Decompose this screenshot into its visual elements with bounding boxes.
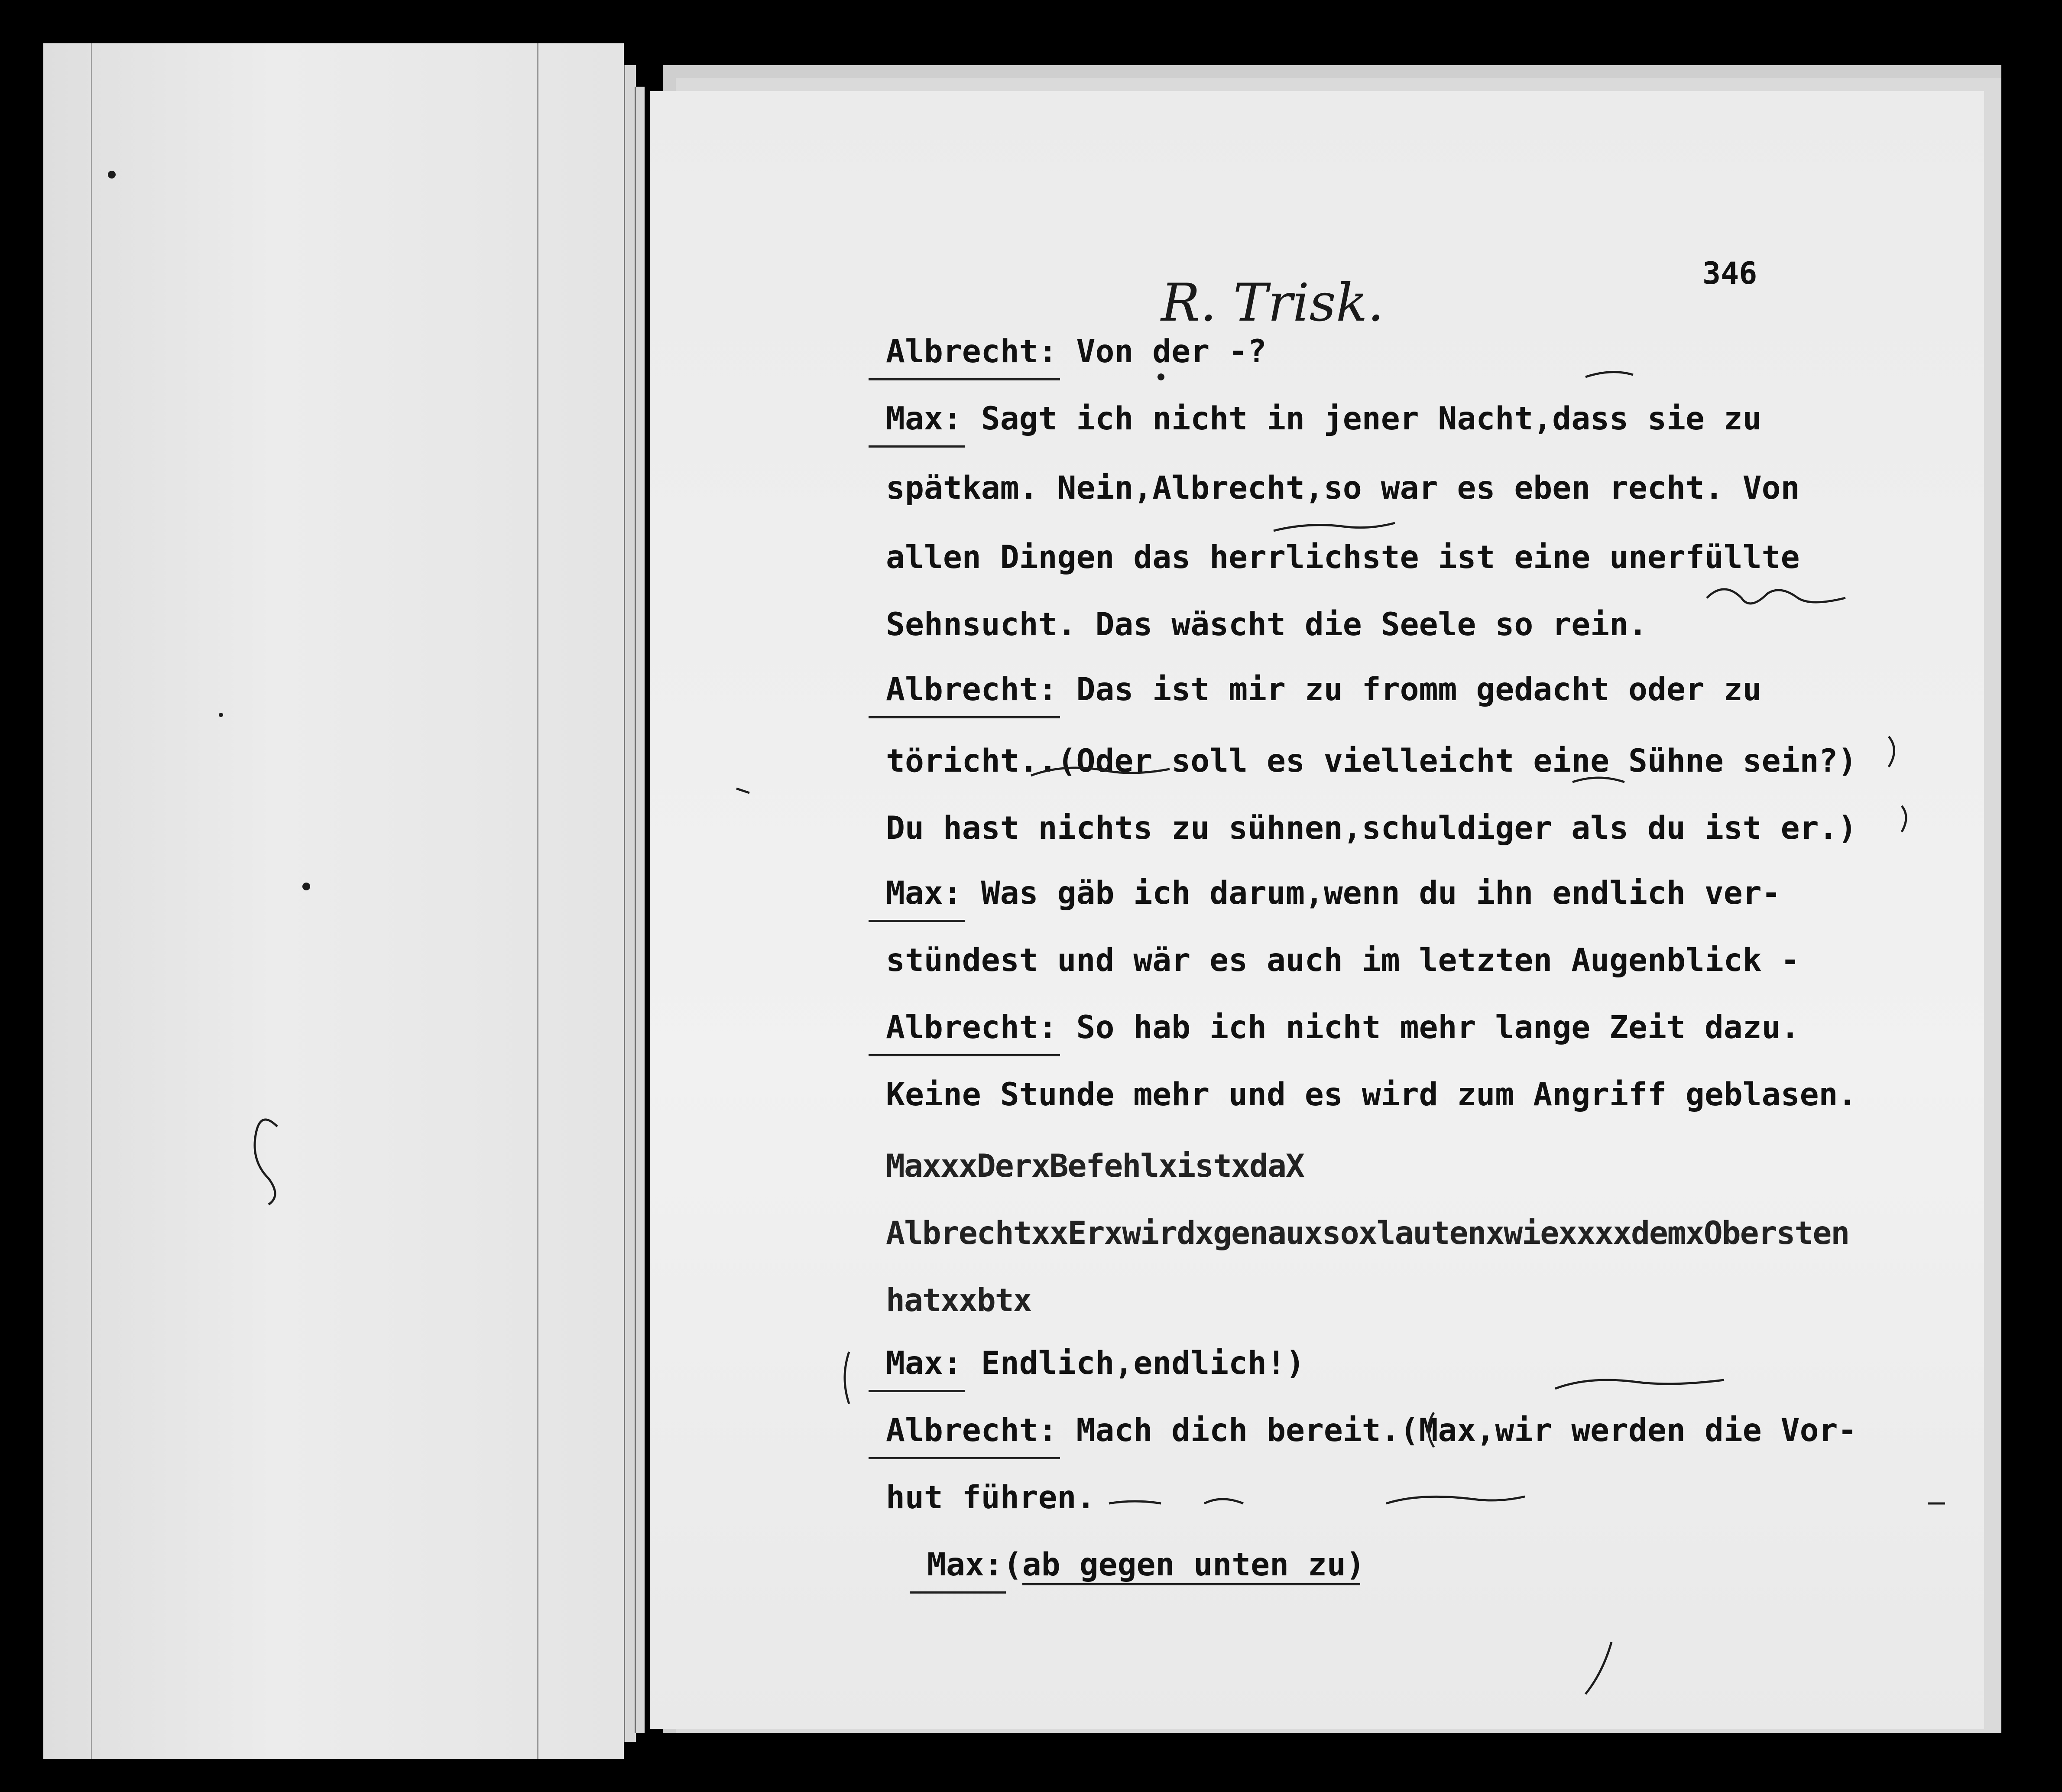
struck-text: MaxxxDerxBefehlxistxdaX — [886, 1148, 1304, 1185]
speaker-label: Albrecht: — [886, 1412, 1057, 1449]
line-text: Du hast nichts zu sühnen,schuldiger als du ist er.) — [886, 810, 1857, 847]
speaker-label: Max: — [927, 1546, 1003, 1583]
line-text: stündest und wär es auch im letzten Augenblick - — [886, 942, 1800, 979]
pen-stroke — [255, 1120, 277, 1204]
handwritten-stage-note — [1109, 1497, 1945, 1503]
pen-stroke — [736, 789, 749, 793]
pen-stroke — [1585, 1642, 1611, 1694]
margin-bracket — [1429, 1412, 1434, 1447]
line-text: Sagt ich nicht in jener Nacht,dass sie zu — [962, 400, 1762, 437]
handwritten-note-top: R. Trisk. — [1161, 273, 1384, 333]
line-text: So hab ich nicht mehr lange Zeit dazu. — [1057, 1009, 1800, 1046]
line-text: Mach dich bereit.(Max,wir werden die Vor- — [1057, 1412, 1857, 1449]
stage-direction-underline — [1022, 1583, 1360, 1585]
interlinear-note — [1572, 778, 1624, 782]
line-text: Von der -? — [1057, 333, 1267, 370]
speaker-label: Albrecht: — [886, 671, 1057, 708]
line-text: Was gäb ich darum,wenn du ihn endlich ver- — [962, 875, 1781, 912]
speaker-label: Albrecht: — [886, 1009, 1057, 1046]
line-text: (ab gegen unten zu) — [1003, 1546, 1365, 1583]
speaker-label: Max: — [886, 400, 962, 437]
interlinear-note — [1031, 768, 1170, 776]
line-text: Sehnsucht. Das wäscht die Seele so rein. — [886, 606, 1647, 643]
interlinear-note — [1555, 1380, 1724, 1389]
struck-text: hatxxbtx — [886, 1282, 1031, 1319]
margin-bracket — [845, 1352, 849, 1404]
page-number: 346 — [1702, 256, 1757, 291]
line-text: töricht..(Oder soll es vielleicht eine Sühne sein?) — [886, 743, 1857, 779]
interlinear-note — [1274, 523, 1395, 531]
line-text: Endlich,endlich!) — [962, 1345, 1305, 1382]
margin-bracket — [1889, 737, 1894, 767]
interlinear-note — [1585, 372, 1633, 377]
speaker-label: Max: — [886, 875, 962, 912]
margin-bracket — [1902, 806, 1906, 832]
line-text: Das ist mir zu fromm gedacht oder zu — [1057, 671, 1762, 708]
line-text: hut führen. — [886, 1479, 1096, 1516]
margin-scribble — [1707, 589, 1845, 604]
line-text: spätkam. Nein,Albrecht,so war es eben recht. Von — [886, 470, 1800, 506]
speaker-label: Max: — [886, 1345, 962, 1382]
line-text: allen Dingen das herrlichste ist eine unerfüllte — [886, 539, 1800, 576]
line-text: Keine Stunde mehr und es wird zum Angriff geblasen. — [886, 1076, 1857, 1113]
speaker-label: Albrecht: — [886, 333, 1057, 370]
struck-text: AlbrechtxxErxwirdxgenauxsoxlautenxwiexxxxdemxObersten — [886, 1215, 1849, 1252]
